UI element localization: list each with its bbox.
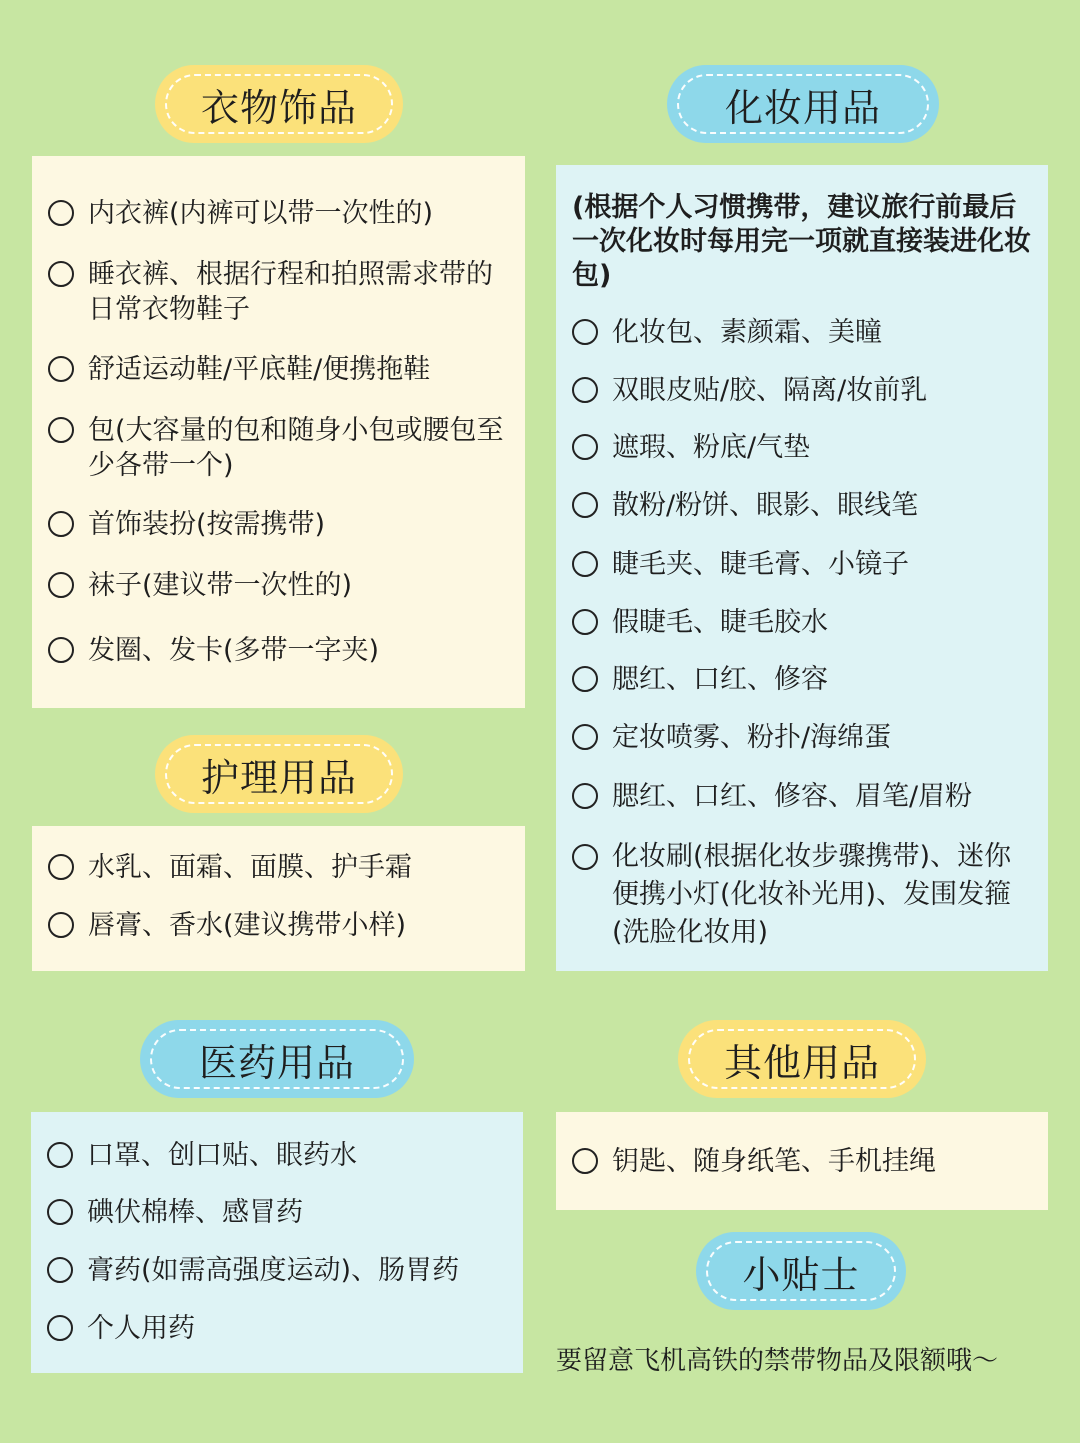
checklist-item[interactable]: 发圈、发卡(多带一字夹) xyxy=(48,633,513,668)
medicine-card xyxy=(31,1112,523,1373)
checkbox-circle-icon[interactable] xyxy=(572,551,598,577)
tips-text: 要留意飞机高铁的禁带物品及限额哦～ xyxy=(556,1346,999,1376)
checkbox-circle-icon[interactable] xyxy=(48,637,74,663)
checkbox-circle-icon[interactable] xyxy=(48,572,74,598)
checkbox-circle-icon[interactable] xyxy=(48,854,74,880)
checkbox-circle-icon[interactable] xyxy=(48,417,74,443)
checkbox-circle-icon[interactable] xyxy=(48,511,74,537)
care-title: 护理用品 xyxy=(155,735,403,813)
checklist-item[interactable]: 散粉/粉饼、眼影、眼线笔 xyxy=(572,488,1036,523)
checkbox-circle-icon[interactable] xyxy=(48,912,74,938)
checkbox-circle-icon[interactable] xyxy=(572,783,598,809)
makeup-note: (根据个人习惯携带，建议旅行前最后一次化妆时每用完一项就直接装进化妆包) xyxy=(572,192,1031,291)
checklist-item[interactable]: 碘伏棉棒、感冒药 xyxy=(47,1195,511,1230)
checkbox-circle-icon[interactable] xyxy=(48,200,74,226)
checkbox-circle-icon[interactable] xyxy=(47,1257,73,1283)
checklist-item[interactable]: 腮红、口红、修容、眉笔/眉粉 xyxy=(572,779,1036,814)
checkbox-circle-icon[interactable] xyxy=(47,1142,73,1168)
checkbox-circle-icon[interactable] xyxy=(572,724,598,750)
checkbox-circle-icon[interactable] xyxy=(572,377,598,403)
checklist-item[interactable]: 化妆刷(根据化妆步骤携带)、迷你便携小灯(化妆补光用)、发围发箍(洗脸化妆用) xyxy=(572,838,1036,952)
checklist-item[interactable]: 遮瑕、粉底/气垫 xyxy=(572,430,1036,465)
checkbox-circle-icon[interactable] xyxy=(572,492,598,518)
checkbox-circle-icon[interactable] xyxy=(47,1199,73,1225)
checkbox-circle-icon[interactable] xyxy=(47,1315,73,1341)
checkbox-circle-icon[interactable] xyxy=(572,844,598,870)
clothing-card xyxy=(32,156,525,708)
checkbox-circle-icon[interactable] xyxy=(572,666,598,692)
checklist-item[interactable]: 首饰装扮(按需携带) xyxy=(48,507,513,542)
checklist-item[interactable]: 定妆喷雾、粉扑/海绵蛋 xyxy=(572,720,1036,755)
checklist-item[interactable]: 双眼皮贴/胶、隔离/妆前乳 xyxy=(572,373,1036,408)
checklist-item[interactable]: 舒适运动鞋/平底鞋/便携拖鞋 xyxy=(48,352,513,387)
medicine-title: 医药用品 xyxy=(140,1020,414,1098)
tips-title: 小贴士 xyxy=(696,1232,906,1310)
other-title: 其他用品 xyxy=(678,1020,926,1098)
checkbox-circle-icon[interactable] xyxy=(48,261,74,287)
checkbox-circle-icon[interactable] xyxy=(572,1148,598,1174)
checklist-item[interactable]: 睡衣裤、根据行程和拍照需求带的日常衣物鞋子 xyxy=(48,257,513,327)
checkbox-circle-icon[interactable] xyxy=(572,434,598,460)
checkbox-circle-icon[interactable] xyxy=(572,609,598,635)
checklist-item[interactable]: 口罩、创口贴、眼药水 xyxy=(47,1138,511,1173)
checklist-item[interactable]: 假睫毛、睫毛胶水 xyxy=(572,605,1036,640)
checkbox-circle-icon[interactable] xyxy=(48,356,74,382)
checklist-item[interactable]: 化妆包、素颜霜、美瞳 xyxy=(572,315,1036,350)
checklist-item[interactable]: 包(大容量的包和随身小包或腰包至少各带一个) xyxy=(48,413,513,483)
checklist-item[interactable]: 袜子(建议带一次性的) xyxy=(48,568,513,603)
checklist-item[interactable]: 钥匙、随身纸笔、手机挂绳 xyxy=(572,1144,1036,1179)
care-card xyxy=(32,826,525,971)
makeup-card xyxy=(556,165,1048,971)
makeup-title: 化妆用品 xyxy=(667,65,939,143)
other-card xyxy=(556,1112,1048,1210)
checklist-item[interactable]: 水乳、面霜、面膜、护手霜 xyxy=(48,850,513,885)
clothing-title: 衣物饰品 xyxy=(155,65,403,143)
checklist-item[interactable]: 睫毛夹、睫毛膏、小镜子 xyxy=(572,547,1036,582)
checklist-item[interactable]: 个人用药 xyxy=(47,1311,511,1346)
checkbox-circle-icon[interactable] xyxy=(572,319,598,345)
checklist-item[interactable]: 膏药(如需高强度运动)、肠胃药 xyxy=(47,1253,511,1288)
checklist-item[interactable]: 内衣裤(内裤可以带一次性的) xyxy=(48,196,513,231)
checklist-item[interactable]: 腮红、口红、修容 xyxy=(572,662,1036,697)
checklist-item[interactable]: 唇膏、香水(建议携带小样) xyxy=(48,908,513,943)
